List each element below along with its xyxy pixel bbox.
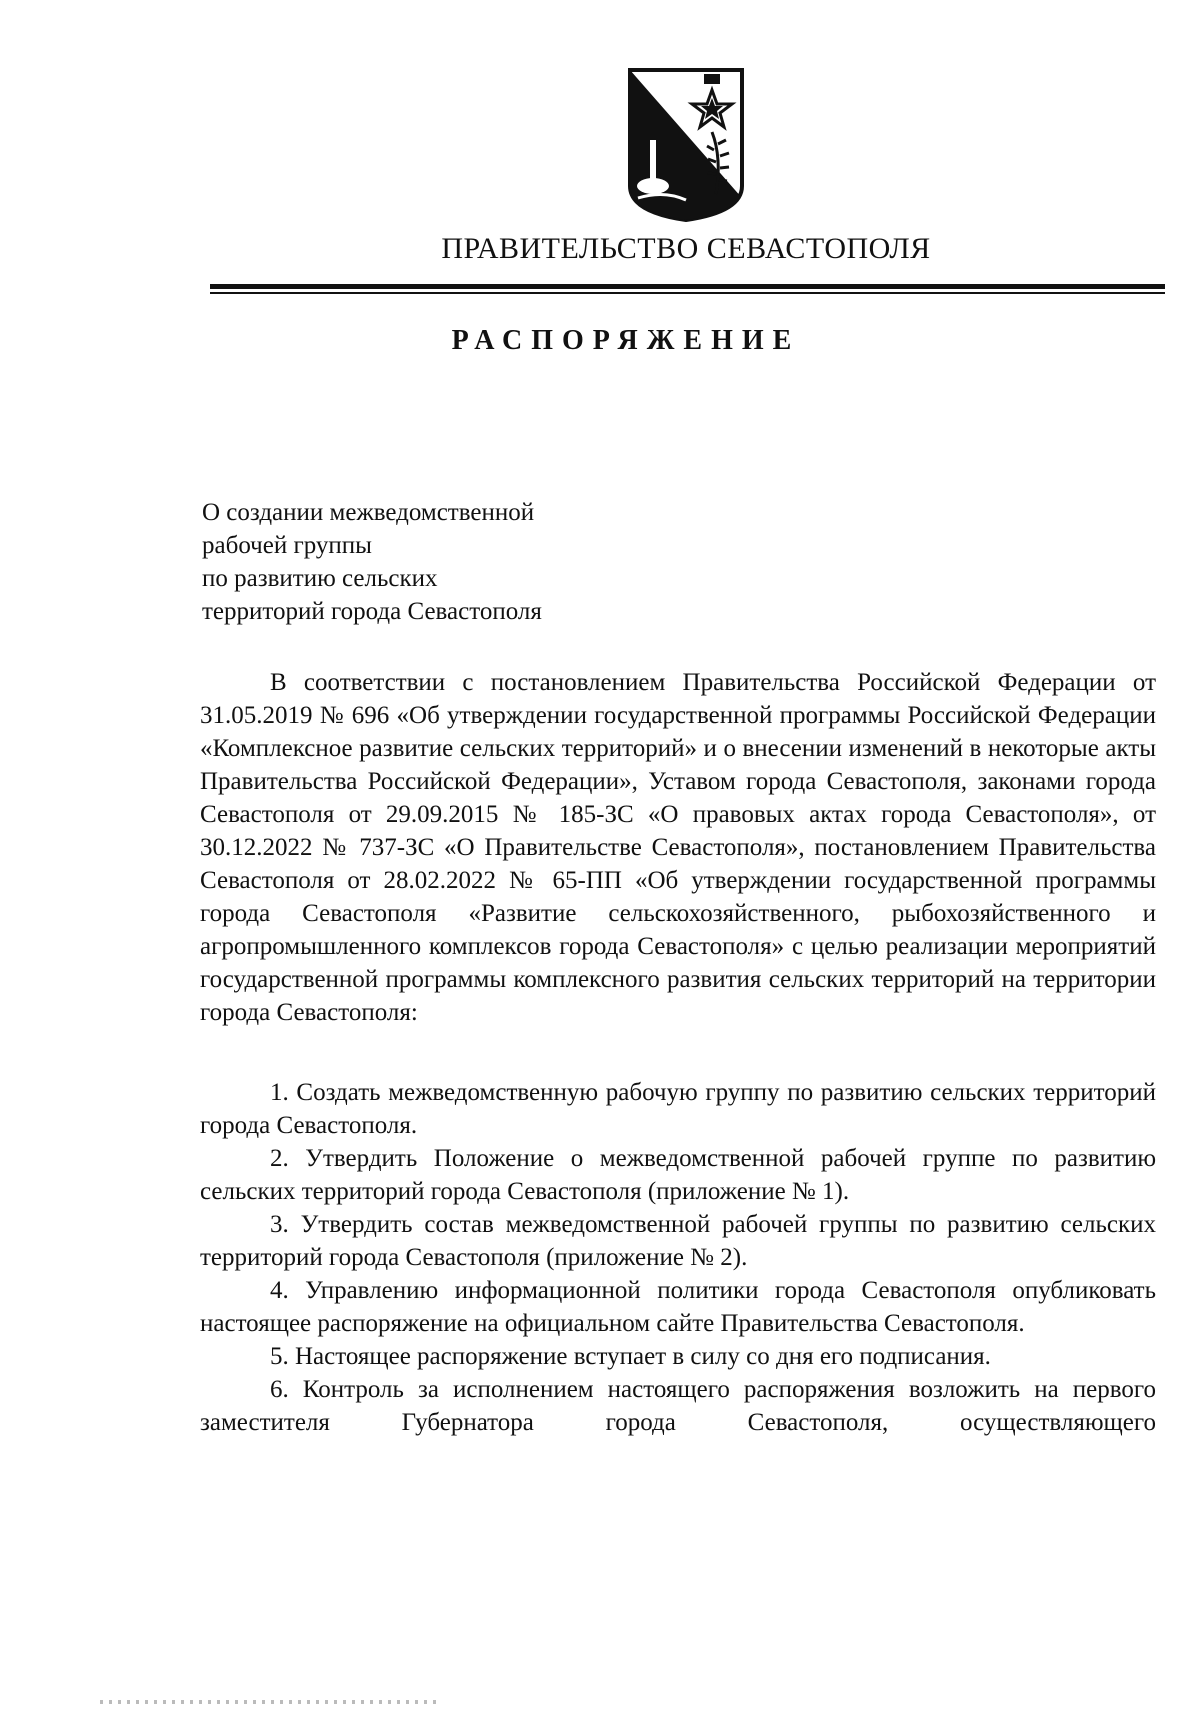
preamble-paragraph: В соответствии с постановлением Правительства Российской Федерации от 31.05.2019 № 696 «Об утверждении государственной программы Российской Федерации «Комплексное развитие сельских территорий» и о внесении изменений в некоторые акты Правительства Российской Федерации», Уставом города Севастополя, законами города Севастополя от 29.09.2015 № 185-ЗС «О правовых актах города Севастополя», от 30.12.2022 № 737-ЗС «О Правительстве Севастополя», постановлением Правительства Севастополя от 28.02.2022 № 65-ПП «Об утверждении государственной программы города Севастополя «Развитие сельскохозяйственного, рыбохозяйственного и агропромышленного комплексов города Севастополя» с целью реализации мероприятий государственной программы комплексного развития сельских территорий на территории города Севастополя: bbox=[200, 669, 1156, 1026]
header-divider-thick bbox=[210, 284, 1165, 289]
organization-name: ПРАВИТЕЛЬСТВО СЕВАСТОПОЛЯ bbox=[441, 232, 931, 265]
scan-artifact bbox=[100, 1700, 440, 1704]
order-item: 1. Создать межведомственную рабочую группу по развитию сельских территорий города Севастополя. bbox=[200, 1079, 1156, 1139]
order-item: 5. Настоящее распоряжение вступает в силу со дня его подписания. bbox=[270, 1343, 991, 1370]
document-type-title: РАСПОРЯЖЕНИЕ bbox=[451, 325, 801, 356]
order-item: 4. Управлению информационной политики города Севастополя опубликовать настоящее распоряжение на официальном сайте Правительства Севастополя. bbox=[200, 1277, 1156, 1337]
order-item: 3. Утвердить состав межведомственной рабочей группы по развитию сельских территорий города Севастополя (приложение № 2). bbox=[200, 1211, 1156, 1271]
subject-line: территорий города Севастополя bbox=[202, 598, 542, 625]
document-body bbox=[200, 666, 1156, 1439]
header-divider-thin bbox=[210, 292, 1165, 294]
order-item: 6. Контроль за исполнением настоящего распоряжения возложить на первого заместителя Губернатора города Севастополя, осуществляющего bbox=[200, 1376, 1156, 1436]
subject-line: О создании межведомственной bbox=[202, 499, 535, 526]
document-subject bbox=[202, 496, 762, 628]
subject-line: рабочей группы bbox=[202, 532, 372, 559]
order-item: 2. Утвердить Положение о межведомственной рабочей группе по развитию сельских территорий города Севастополя (приложение № 1). bbox=[200, 1145, 1156, 1205]
subject-line: по развитию сельских bbox=[202, 565, 438, 592]
coat-of-arms-icon bbox=[624, 66, 748, 224]
